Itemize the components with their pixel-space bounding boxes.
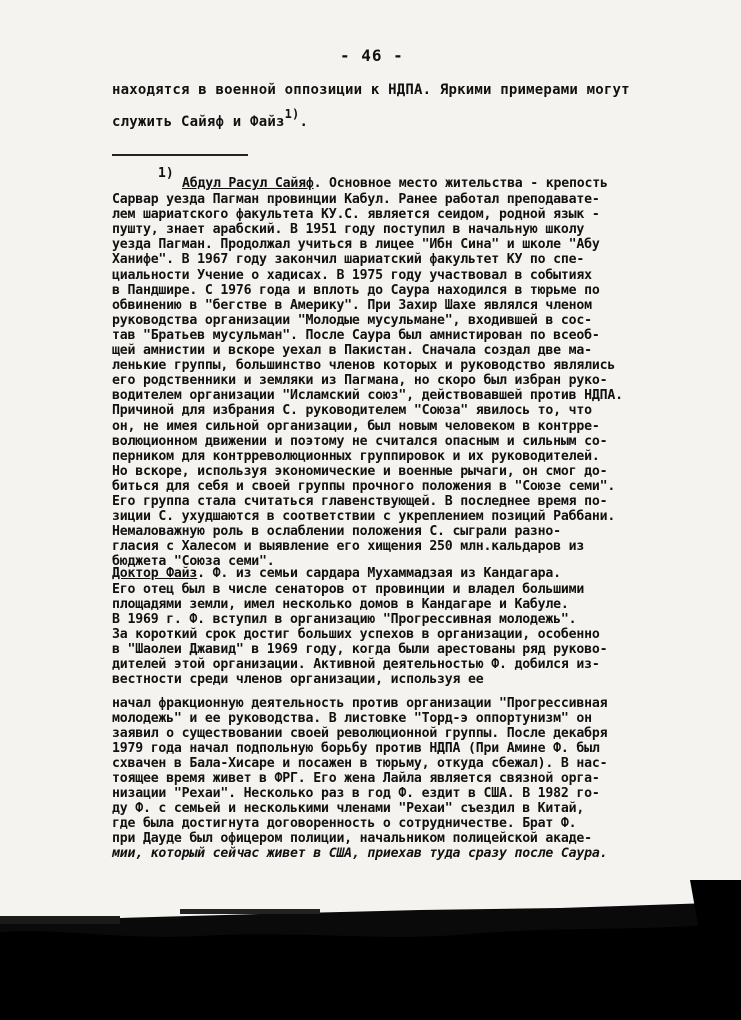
saiaf-line-9: руководства организации "Молодые мусульмане", входившей в сос- (112, 312, 592, 328)
saiaf-line-24: гласия с Халесом и выявление его хищения 250 млн.кальдаров из (112, 539, 585, 555)
saiaf-line-22: зиции С. ухудшаются в соответствии с укреплением позиций Раббани. (112, 509, 616, 525)
saiaf-line-6: циальности Учение о хадисах. В 1975 году участвовал в событиях (112, 267, 592, 283)
faiz-last-line: мии, который сейчас живет в США, приехав туда сразу после Саура. (112, 846, 608, 861)
faiz-cont-line-7: ду Ф. с семьей и несколькими членами "Рехаи" съездил в Китай, (112, 801, 585, 816)
saiaf-line-25: бюджета "Союза семи". (112, 554, 275, 570)
faiz-line-0-text: . Ф. из семьи сардара Мухаммадзая из Кандагара. (197, 566, 561, 581)
faiz-line-0 (112, 566, 561, 581)
main-text-line-1: находятся в военной оппозиции к НДПА. Яркими примерами могут (112, 82, 630, 98)
saiaf-line-2: лем шариатского факультета КУ.С. является сеидом, родной язык - (112, 207, 600, 223)
saiaf-line-11: щей амнистии и вскоре уехал в Пакистан. Сначала создал две ма- (112, 343, 592, 358)
faiz-cont-line-1: молодежь" и ее руководства. В листовке "Торд-э оппортунизм" он (112, 711, 592, 726)
footnote-marker: 1) (158, 166, 174, 181)
faiz-name: Доктор Файз (112, 566, 198, 581)
saiaf-line-23: Немаловажную роль в ослаблении положения С. сыграли разно- (112, 524, 561, 540)
saiaf-line-0-text: . Основное место жительства - крепость (313, 176, 608, 191)
saiaf-line-17: волюционном движении и поэтому не считался опасным и сильным со- (112, 433, 608, 449)
saiaf-line-0 (182, 176, 608, 191)
faiz-line-5: в "Шаолеи Джавид" в 1969 году, когда были арестованы ряд руково- (112, 642, 608, 657)
faiz-line-3: В 1969 г. Ф. вступил в организацию "Прогрессивная молодежь". (112, 612, 577, 627)
main-text-line-2-end: . (299, 114, 309, 130)
saiaf-line-16: он, не имея сильной организации, был новым человеком в контрре- (112, 418, 600, 434)
saiaf-line-14: водителем организации "Исламский союз", действовавшей против НДПА. (112, 388, 623, 404)
faiz-line-2: площадями земли, имел несколько домов в Кандагаре и Кабуле. (112, 597, 569, 612)
saiaf-line-15: Причиной для избрания С. руководителем "Союза" явилось то, что (112, 403, 592, 419)
faiz-line-4: За короткий срок достиг больших успехов в организации, особенно (112, 627, 600, 642)
faiz-cont-line-0: начал фракционную деятельность против организации "Прогрессивная (112, 696, 608, 711)
footnote-separator (112, 154, 248, 156)
faiz-line-6: дителей этой организации. Активной деятельностью Ф. добился из- (112, 657, 600, 672)
saiaf-line-1: Сарвар уезда Пагман провинции Кабул. Ранее работал преподавате- (112, 192, 600, 207)
faiz-cont-line-6: низации "Рехаи". Несколько раз в год Ф. ездит в США. В 1982 го- (112, 786, 600, 801)
footnote-reference: 1) (284, 107, 300, 121)
saiaf-line-8: обвинению в "бегстве в Америку". При Захир Шахе являлся членом (112, 297, 592, 313)
saiaf-line-4: уезда Пагман. Продолжал учиться в лицее "Ибн Сина" и школе "Абу (112, 237, 600, 253)
saiaf-line-13: его родственники и земляки из Пагмана, но скоро был избран руко- (112, 373, 608, 389)
faiz-cont-line-3: 1979 года начал подпольную борьбу против НДПА (При Амине Ф. был (112, 741, 600, 756)
main-text-line-2-text: служить Сайяф и Файз (112, 114, 285, 130)
faiz-cont-line-8: где была достигнута договоренность о сотрудничестве. Брат Ф. (112, 816, 577, 831)
saiaf-line-5: Ханифе". В 1967 году закончил шариатский факультет КУ по спе- (112, 252, 585, 268)
faiz-line-1: Его отец был в числе сенаторов от провинции и владел большими (112, 582, 585, 597)
saiaf-line-3: пушту, знает арабский. В 1951 году поступил в начальную школу (112, 222, 585, 238)
saiaf-name: Абдул Расул Сайяф (182, 176, 314, 191)
scan-shadow-artifact (0, 880, 741, 1020)
saiaf-line-18: перником для контрреволюционных группировок и их руководителей. (112, 448, 600, 464)
faiz-cont-line-4: схвачен в Бала-Хисаре и посажен в тюрьму, откуда сбежал). В нас- (112, 756, 608, 771)
saiaf-line-12: ленькие группы, большинство членов которых и руководство являлись (112, 358, 616, 374)
saiaf-line-21: Его группа стала считаться главенствующей. В последнее время по- (112, 494, 608, 509)
saiaf-line-19: Но вскоре, используя экономические и военные рычаги, он смог до- (112, 463, 608, 479)
saiaf-line-20: биться для себя и своей группы прочного положения в "Союзе семи". (112, 478, 616, 494)
saiaf-line-7: в Пандшире. С 1976 года и вплоть до Саура находился в тюрьме по (112, 282, 600, 298)
faiz-cont-line-5: тоящее время живет в ФРГ. Его жена Лайла является связной орга- (112, 771, 600, 786)
faiz-cont-line-9: при Дауде был офицером полиции, начальником полицейской акаде- (112, 831, 592, 846)
saiaf-line-10: тав "Братьев мусульман". После Саура был амнистирован по всеоб- (112, 327, 600, 343)
main-text-line-2 (112, 107, 309, 130)
faiz-line-7: вестности среди членов организации, используя ее (112, 672, 484, 687)
page-number: - 46 - (340, 46, 404, 65)
faiz-cont-line-2: заявил о существовании своей революционной группы. После декабря (112, 726, 608, 741)
